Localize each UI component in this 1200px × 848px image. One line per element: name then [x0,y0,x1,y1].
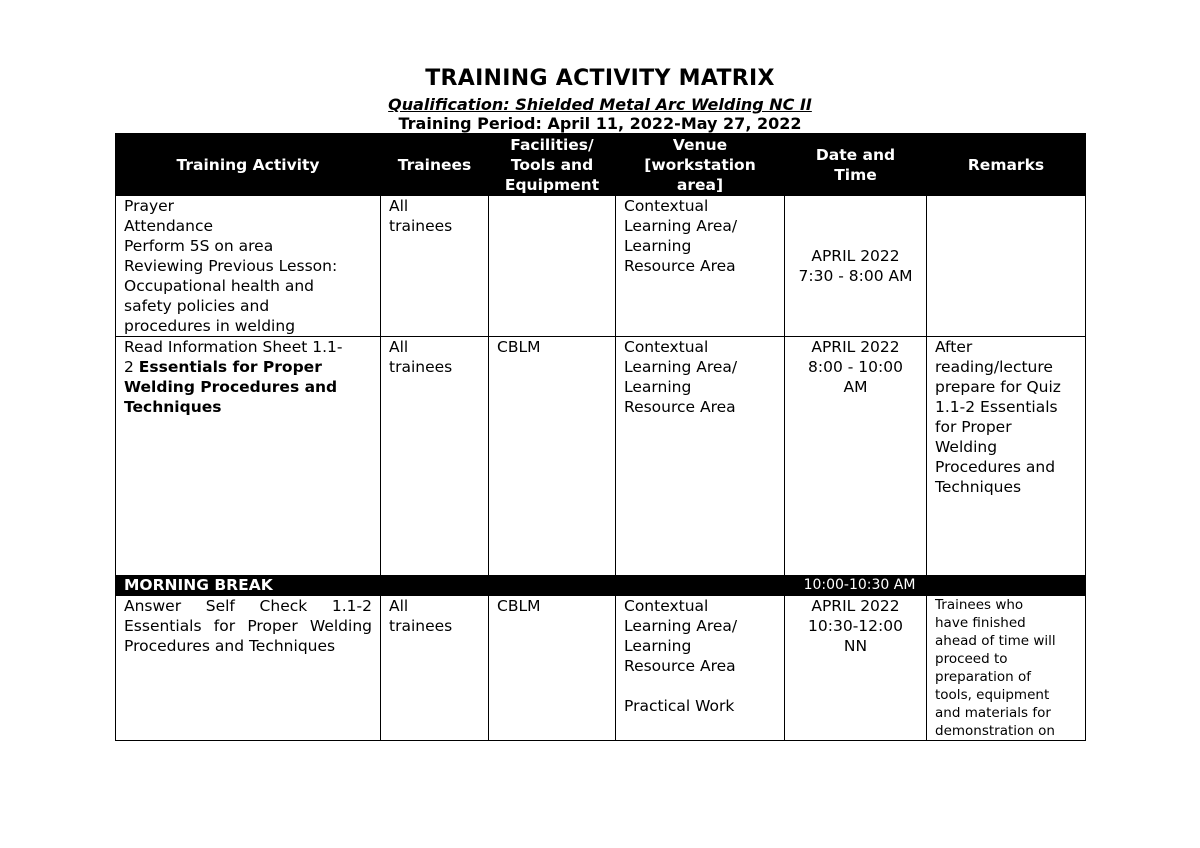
qualification-line: Qualification: Shielded Metal Arc Welding NC II [388,95,812,114]
facilities-cell: CBLM [489,596,616,741]
activity-matrix-table [115,133,1086,741]
header-trainees: Trainees [381,134,489,196]
document-title: TRAINING ACTIVITY MATRIX [425,66,775,91]
table-row [116,596,1086,741]
trainees-cell: All trainees [381,337,489,576]
venue-cell: Contextual Learning Area/ Learning Resource Area [616,196,785,337]
break-label: MORNING BREAK [116,576,785,596]
trainees-cell: All trainees [381,596,489,741]
date-time-cell: APRIL 2022 7:30 - 8:00 AM [785,196,927,337]
break-empty-cell [927,576,1086,596]
remarks-cell: Trainees who have finished ahead of time will proceed to preparation of tools, equipment and materials for demonstration on [927,596,1086,741]
table-row [116,196,1086,337]
remarks-cell [927,196,1086,337]
venue-cell: Contextual Learning Area/ Learning Resource Area Practical Work [616,596,785,741]
header-training-activity: Training Activity [116,134,381,196]
header-facilities: Facilities/ Tools and Equipment [489,134,616,196]
header-venue: Venue [workstation area] [616,134,785,196]
break-row [116,576,1086,596]
activity-cell: Answer Self Check 1.1-2 Essentials for Proper Welding Procedures and Techniques [116,596,381,741]
activity-title-bold: Essentials for Proper Welding Procedures and Techniques [124,358,338,416]
practical-work-label: Practical Work [624,697,735,715]
header-date-time: Date and Time [785,134,927,196]
header-row [116,134,1086,196]
table-row [116,337,1086,576]
venue-cell: Contextual Learning Area/ Learning Resource Area [616,337,785,576]
break-time: 10:00-10:30 AM [785,576,927,596]
activity-cell: Read Information Sheet 1.1- 2 Essentials for Proper Welding Procedures and Techniques [116,337,381,576]
facilities-cell [489,196,616,337]
date-time-cell: APRIL 2022 8:00 - 10:00 AM [785,337,927,576]
training-period-line: Training Period: April 11, 2022-May 27, 2022 [398,114,802,133]
trainees-cell: All trainees [381,196,489,337]
activity-cell: Prayer Attendance Perform 5S on area Reviewing Previous Lesson: Occupational health and safety policies and procedures in welding [116,196,381,337]
remarks-cell: After reading/lecture prepare for Quiz 1.1-2 Essentials for Proper Welding Procedures and Techniques [927,337,1086,576]
date-time-cell: APRIL 2022 10:30-12:00 NN [785,596,927,741]
header-remarks: Remarks [927,134,1086,196]
facilities-cell: CBLM [489,337,616,576]
